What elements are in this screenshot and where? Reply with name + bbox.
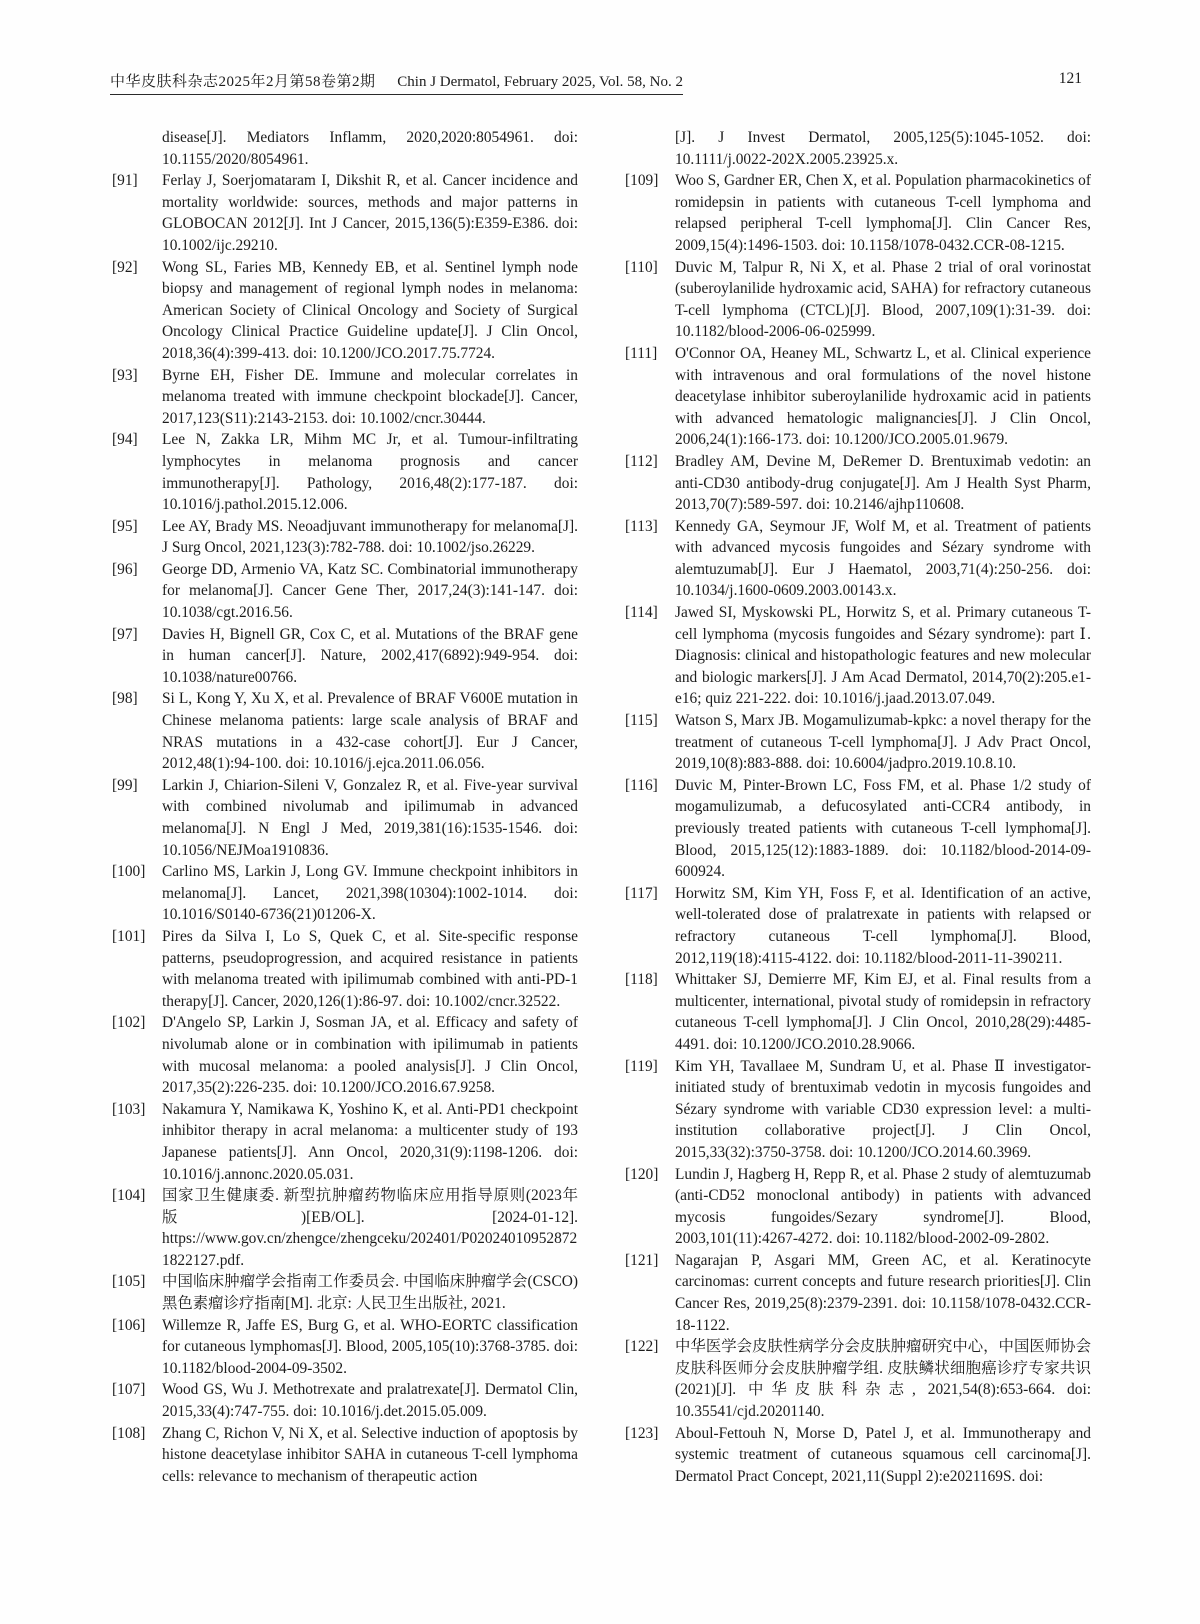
page-number: 121 — [1058, 70, 1082, 87]
reference-text: Woo S, Gardner ER, Chen X, et al. Population pharmacokinetics of romidepsin in patients with cutaneous T-cell lymphoma and relapsed peripheral T-cell lymphoma[J]. Clin Cancer Res, 2009,15(4):1496-1503. doi: 10.1158/1078-0432.CCR-08-1215. — [675, 172, 1091, 254]
reference-item — [112, 775, 578, 861]
running-head — [110, 70, 683, 95]
reference-number: [97] — [112, 625, 138, 643]
reference-item — [112, 1423, 578, 1488]
reference-item — [112, 559, 578, 624]
reference-item — [625, 451, 1091, 516]
reference-item — [112, 365, 578, 430]
reference-number: [105] — [112, 1273, 146, 1291]
reference-number: [98] — [112, 690, 138, 708]
reference-text: D'Angelo SP, Larkin J, Sosman JA, et al. Efficacy and safety of nivolumab alone or in combination with ipilimumab in patients with mucosal melanoma: a pooled analysis[J]. J Clin Oncol, 2017,35(2):226-235. doi: 10.1200/JCO.2016.67.9258. — [162, 1014, 578, 1097]
reference-text: Watson S, Marx JB. Mogamulizumab-kpkc: a novel therapy for the treatment of cutaneous T-cell lymphoma[J]. J Adv Pract Oncol, 2019,10(8):883-888. doi: 10.6004/jadpro.2019.10.8.10. — [675, 712, 1091, 773]
reference-text: Lundin J, Hagberg H, Repp R, et al. Phase 2 study of alemtuzumab (anti-CD52 monoclonal antibody) in patients with advanced mycosis fungoides/Sezary syndrome[J]. Blood, 2003,101(11):4267-4272. doi: 10.1182/blood-2002-09-2802. — [675, 1165, 1091, 1248]
reference-number: [101] — [112, 927, 146, 945]
reference-text: Byrne EH, Fisher DE. Immune and molecular correlates in melanoma treated with immune checkpoint blockade[J]. Cancer, 2017,123(S11):2143-2153. doi: 10.1002/cncr.30444. — [162, 366, 578, 427]
references-column-left — [112, 127, 578, 1487]
reference-number: [96] — [112, 560, 138, 578]
reference-item — [112, 861, 578, 926]
reference-number: [108] — [112, 1424, 146, 1442]
reference-text: Wong SL, Faries MB, Kennedy EB, et al. Sentinel lymph node biopsy and management of regional lymph nodes in melanoma: American Society of Clinical Oncology and Society of Surgical Oncology Clinical Practice Guideline update[J]. J Clin Oncol, 2018,36(4):399-413. doi: 10.1200/JCO.2017.75.7724. — [162, 258, 578, 362]
reference-number: [122] — [625, 1338, 659, 1356]
reference-item — [625, 343, 1091, 451]
reference-item — [625, 170, 1091, 256]
references-column-right — [625, 127, 1091, 1487]
references-section — [112, 127, 1092, 1487]
reference-text: 中华医学会皮肤性病学分会皮肤肿瘤研究中心，中国医师协会皮肤科医师分会皮肤肿瘤学组. 皮肤鳞状细胞癌诊疗专家共识(2021)[J]. 中华皮肤科杂志, 2021,54(8):653-664. doi: 10.35541/cjd.20201140. — [675, 1338, 1091, 1421]
reference-item — [625, 1250, 1091, 1336]
reference-text: Aboul-Fettouh N, Morse D, Patel J, et al. Immunotherapy and systemic treatment of cutaneous squamous cell carcinoma[J]. Dermatol Pract Concept, 2021,11(Suppl 2):e2021169S. doi: — [675, 1424, 1091, 1485]
reference-number: [100] — [112, 863, 146, 881]
reference-item — [625, 516, 1091, 602]
reference-item — [112, 170, 578, 256]
reference-number: [120] — [625, 1165, 659, 1183]
reference-number: [116] — [625, 776, 658, 794]
reference-text: Nakamura Y, Namikawa K, Yoshino K, et al. Anti-PD1 checkpoint inhibitor therapy in acral melanoma: a multicenter study of 193 Japanese patients[J]. Ann Oncol, 2020,31(9):1198-1206. doi: 10.1016/j.annonc.2020.05.031. — [162, 1100, 578, 1183]
reference-text: Willemze R, Jaffe ES, Burg G, et al. WHO-EORTC classification for cutaneous lymphomas[J]. Blood, 2005,105(10):3768-3785. doi: 10.1182/blood-2004-09-3502. — [162, 1316, 578, 1377]
reference-text: Larkin J, Chiarion-Sileni V, Gonzalez R, et al. Five-year survival with combined nivolumab and ipilimumab in advanced melanoma[J]. N Engl J Med, 2019,381(16):1535-1546. doi: 10.1056/NEJMoa1910836. — [162, 776, 578, 859]
reference-item — [112, 257, 578, 365]
reference-item — [625, 257, 1091, 343]
reference-text: Duvic M, Talpur R, Ni X, et al. Phase 2 trial of oral vorinostat (suberoylanilide hydroxamic acid, SAHA) for refractory cutaneous T-cell lymphoma (CTCL)[J]. Blood, 2007,109(1):31-39. doi: 10.1182/blood-2006-06-025999. — [675, 258, 1091, 341]
reference-item — [112, 1315, 578, 1380]
journal-title-en: Chin J Dermatol, February 2025, Vol. 58, No. 2 — [397, 74, 683, 90]
reference-item — [625, 710, 1091, 775]
reference-item — [112, 1271, 578, 1314]
reference-item — [625, 883, 1091, 969]
reference-item — [112, 127, 578, 170]
reference-text: George DD, Armenio VA, Katz SC. Combinatorial immunotherapy for melanoma[J]. Cancer Gene Ther, 2017,24(3):141-147. doi: 10.1038/cgt.2016.56. — [162, 560, 578, 622]
reference-number: [106] — [112, 1316, 146, 1334]
reference-item — [112, 1185, 578, 1271]
reference-number: [94] — [112, 431, 138, 449]
reference-number: [92] — [112, 258, 138, 276]
reference-text: Whittaker SJ, Demierre MF, Kim EJ, et al. Final results from a multicenter, international, pivotal study of romidepsin in refractory cutaneous T-cell lymphoma[J]. J Clin Oncol, 2010,28(29):4485-4491. doi: 10.1200/JCO.2010.28.9066. — [675, 971, 1091, 1053]
reference-text: [J]. J Invest Dermatol, 2005,125(5):1045-1052. doi: 10.1111/j.0022-202X.2005.23925.x. — [675, 129, 1091, 168]
reference-item — [625, 1056, 1091, 1164]
reference-item — [625, 969, 1091, 1055]
reference-text: Davies H, Bignell GR, Cox C, et al. Mutations of the BRAF gene in human cancer[J]. Nature, 2002,417(6892):949-954. doi: 10.1038/nature00766. — [162, 625, 578, 686]
reference-text: Zhang C, Richon V, Ni X, et al. Selective induction of apoptosis by histone deacetylase inhibitor SAHA in cutaneous T-cell lymphoma cells: relevance to mechanism of therapeutic action — [162, 1424, 578, 1485]
reference-item — [625, 1336, 1091, 1422]
reference-number: [95] — [112, 517, 138, 535]
reference-number: [119] — [625, 1057, 658, 1075]
reference-number: [123] — [625, 1424, 659, 1442]
reference-number: [93] — [112, 366, 138, 384]
reference-text: Lee AY, Brady MS. Neoadjuvant immunotherapy for melanoma[J]. J Surg Oncol, 2021,123(3):782-788. doi: 10.1002/jso.26229. — [162, 517, 578, 557]
reference-item — [625, 775, 1091, 883]
reference-text: Kennedy GA, Seymour JF, Wolf M, et al. Treatment of patients with advanced mycosis fungoides and Sézary syndrome with alemtuzumab[J]. Eur J Haematol, 2003,71(4):250-256. doi: 10.1034/j.1600-0609.2003.00143.x. — [675, 517, 1091, 600]
reference-text: Kim YH, Tavallaee M, Sundram U, et al. Phase Ⅱ investigator-initiated study of brentuximab vedotin in mycosis fungoides and Sézary syndrome with variable CD30 expression level: a multi-institution collaborative project[J]. J Clin Oncol, 2015,33(32):3750-3758. doi: 10.1200/JCO.2014.60.3969. — [675, 1057, 1091, 1161]
reference-item — [112, 1099, 578, 1185]
reference-number: [121] — [625, 1251, 659, 1269]
reference-item — [112, 926, 578, 1012]
reference-number: [115] — [625, 712, 658, 730]
reference-item — [112, 1012, 578, 1098]
reference-number: [114] — [625, 604, 658, 622]
reference-text: Lee N, Zakka LR, Mihm MC Jr, et al. Tumour-infiltrating lymphocytes in melanoma prognosis and cancer immunotherapy[J]. Pathology, 2016,48(2):177-187. doi: 10.1016/j.pathol.2015.12.006. — [162, 431, 578, 514]
reference-item — [625, 1164, 1091, 1250]
reference-text: Wood GS, Wu J. Methotrexate and pralatrexate[J]. Dermatol Clin, 2015,33(4):747-755. doi: 10.1016/j.det.2015.05.009. — [162, 1381, 578, 1421]
reference-number: [99] — [112, 776, 138, 794]
reference-text: Bradley AM, Devine M, DeRemer D. Brentuximab vedotin: an anti-CD30 antibody-drug conjugate[J]. Am J Health Syst Pharm, 2013,70(7):589-597. doi: 10.2146/ajhp110608. — [675, 452, 1091, 514]
reference-item — [625, 127, 1091, 170]
reference-item — [625, 602, 1091, 710]
reference-text: Pires da Silva I, Lo S, Quek C, et al. Site-specific response patterns, pseudoprogression, and acquired resistance in patients with melanoma treated with ipilimumab combined with anti-PD-1 therapy[J]. Cancer, 2020,126(1):86-97. doi: 10.1002/cncr.32522. — [162, 927, 578, 1010]
reference-number: [103] — [112, 1100, 146, 1118]
reference-text: O'Connor OA, Heaney ML, Schwartz L, et al. Clinical experience with intravenous and oral formulations of the novel histone deacetylase inhibitor suberoylanilide hydroxamic acid in patients with advanced hematologic malignancies[J]. J Clin Oncol, 2006,24(1):166-173. doi: 10.1200/JCO.2005.01.9679. — [675, 344, 1091, 449]
reference-number: [111] — [625, 344, 658, 362]
reference-text: Carlino MS, Larkin J, Long GV. Immune checkpoint inhibitors in melanoma[J]. Lancet, 2021,398(10304):1002-1014. doi: 10.1016/S0140-6736(21)01206-X. — [162, 863, 578, 924]
reference-item — [112, 1379, 578, 1422]
reference-item — [112, 429, 578, 515]
reference-text: Nagarajan P, Asgari MM, Green AC, et al. Keratinocyte carcinomas: current concepts and future research priorities[J]. Clin Cancer Res, 2019,25(8):2379-2391. doi: 10.1158/1078-0432.CCR-18-1122. — [675, 1251, 1091, 1334]
reference-number: [113] — [625, 517, 658, 535]
reference-text: Si L, Kong Y, Xu X, et al. Prevalence of BRAF V600E mutation in Chinese melanoma patients: large scale analysis of BRAF and NRAS mutations in a 432-case cohort[J]. Eur J Cancer, 2012,48(1):94-100. doi: 10.1016/j.ejca.2011.06.056. — [162, 690, 578, 773]
reference-text: Duvic M, Pinter-Brown LC, Foss FM, et al. Phase 1/2 study of mogamulizumab, a defucosylated anti-CCR4 antibody, in previously treated patients with cutaneous T-cell lymphoma[J]. Blood, 2015,125(12):1883-1889. doi: 10.1182/blood-2014-09-600924. — [675, 776, 1091, 881]
reference-number: [91] — [112, 172, 138, 190]
reference-item — [112, 688, 578, 774]
reference-number: [102] — [112, 1014, 146, 1032]
reference-number: [104] — [112, 1187, 146, 1205]
reference-item — [112, 624, 578, 689]
reference-text: Horwitz SM, Kim YH, Foss F, et al. Identification of an active, well-tolerated dose of pralatrexate in patients with relapsed or refractory cutaneous T-cell lymphoma[J]. Blood, 2012,119(18):4115-4122. doi: 10.1182/blood-2011-11-390211. — [675, 884, 1091, 967]
reference-text: disease[J]. Mediators Inflamm, 2020,2020:8054961. doi: 10.1155/2020/8054961. — [162, 129, 578, 168]
reference-item — [625, 1423, 1091, 1488]
reference-number: [117] — [625, 884, 658, 902]
reference-text: Ferlay J, Soerjomataram I, Dikshit R, et al. Cancer incidence and mortality worldwide: sources, methods and major patterns in GLOBOCAN 2012[J]. Int J Cancer, 2015,136(5):E359-E386. doi: 10.1002/ijc.29210. — [162, 172, 578, 254]
reference-number: [118] — [625, 971, 658, 989]
reference-number: [109] — [625, 172, 659, 190]
reference-number: [110] — [625, 258, 658, 276]
page-header — [110, 70, 1090, 95]
reference-number: [107] — [112, 1381, 146, 1399]
journal-title-cn: 中华皮肤科杂志2025年2月第58卷第2期 — [110, 74, 376, 90]
reference-item — [112, 516, 578, 559]
reference-number: [112] — [625, 452, 658, 470]
reference-text: 国家卫生健康委. 新型抗肿瘤药物临床应用指导原则(2023年版)[EB/OL]. [2024-01-12]. https://www.gov.cn/zhengce/zhengceku/202401/P020240109528721822127.pdf. — [162, 1187, 578, 1269]
reference-text: 中国临床肿瘤学会指南工作委员会. 中国临床肿瘤学会(CSCO)黑色素瘤诊疗指南[M]. 北京: 人民卫生出版社, 2021. — [162, 1273, 578, 1313]
reference-text: Jawed SI, Myskowski PL, Horwitz S, et al. Primary cutaneous T-cell lymphoma (mycosis fungoides and Sézary syndrome): part Ⅰ. Diagnosis: clinical and histopathologic features and new molecular and biologic markers[J]. J Am Acad Dermatol, 2014,70(2):205.e1-e16; quiz 221-222. doi: 10.1016/j.jaad.2013.07.049. — [675, 604, 1091, 708]
